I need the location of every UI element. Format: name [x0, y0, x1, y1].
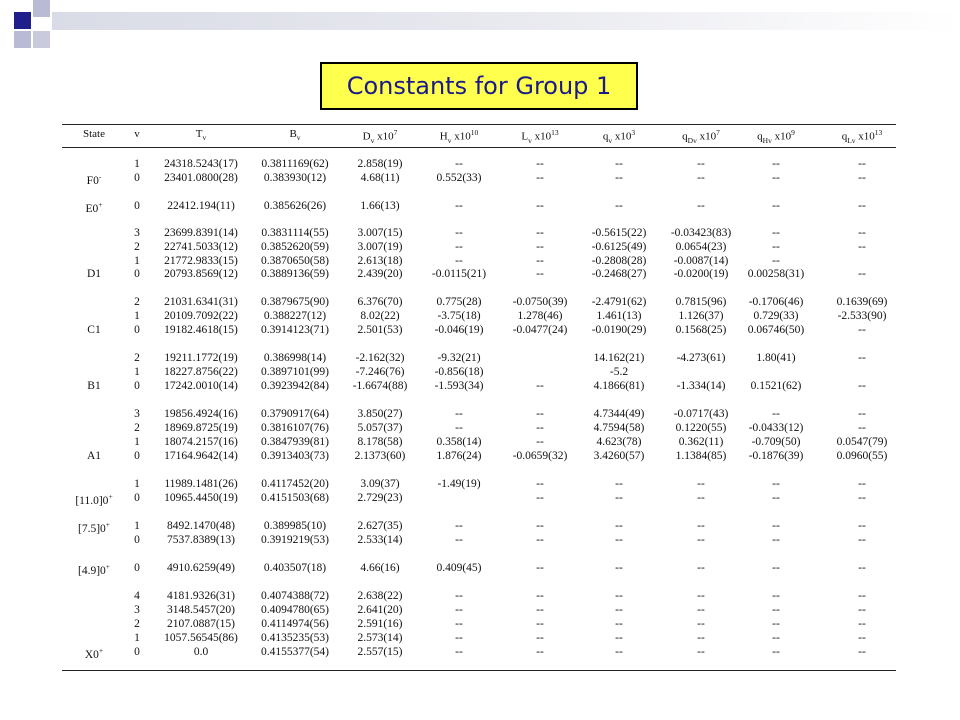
table-cell: --: [615, 158, 623, 170]
table-cell: --: [455, 227, 463, 239]
table-cell: -0.046(19): [434, 324, 484, 336]
table-cell: --: [697, 200, 705, 212]
table-cell: --: [858, 422, 866, 434]
table-rule: [62, 124, 896, 125]
table-cell: 2.729(23): [357, 492, 403, 504]
table-cell: -7.246(76): [355, 366, 405, 378]
cell-v: 1: [134, 158, 140, 170]
table-cell: 19182.4618(15): [164, 324, 238, 336]
table-cell: --: [858, 590, 866, 602]
table-cell: --: [697, 590, 705, 602]
table-cell: --: [858, 604, 866, 616]
table-cell: --: [536, 590, 544, 602]
cell-v: 1: [134, 255, 140, 267]
table-cell: --: [772, 520, 780, 532]
table-cell: 1.278(46): [517, 310, 563, 322]
table-cell: 21031.6341(31): [164, 296, 238, 308]
cell-v: 2: [134, 422, 140, 434]
table-cell: --: [772, 632, 780, 644]
column-header: $H_v$ $x10^{10}$: [439, 128, 479, 145]
table-cell: 0.3897101(99): [260, 366, 330, 378]
table-cell: 2.573(14): [357, 632, 403, 644]
table-cell: --: [858, 268, 866, 280]
state-label: X0+: [84, 646, 104, 661]
table-cell: 0.0547(79): [836, 436, 888, 448]
cell-v: 3: [134, 408, 140, 420]
table-cell: --: [455, 422, 463, 434]
table-cell: 0.3790917(64): [260, 408, 330, 420]
table-cell: 4181.9326(31): [166, 590, 236, 602]
table-cell: --: [615, 520, 623, 532]
table-cell: 17164.9642(14): [164, 450, 238, 462]
table-cell: 0.3879675(90): [260, 296, 330, 308]
table-cell: -0.0717(43): [673, 408, 729, 420]
table-cell: --: [697, 172, 705, 184]
table-cell: -0.0115(21): [431, 268, 487, 280]
cell-v: 0: [134, 646, 140, 658]
table-cell: 20793.8569(12): [164, 268, 238, 280]
table-cell: -0.0433(12): [748, 422, 804, 434]
table-cell: 0.0: [193, 646, 209, 658]
table-cell: -0.0659(32): [512, 450, 568, 462]
table-cell: --: [858, 158, 866, 170]
table-cell: 0.362(11): [678, 436, 724, 448]
column-header: $L_v$ $x10^{13}$: [521, 128, 559, 145]
cell-v: 1: [134, 436, 140, 448]
table-cell: 0.552(33): [436, 172, 482, 184]
table-cell: 0.4094780(65): [260, 604, 330, 616]
table-cell: --: [455, 632, 463, 644]
table-cell: --: [858, 380, 866, 392]
table-cell: -0.0087(14): [673, 255, 729, 267]
table-cell: 11989.1481(26): [164, 478, 238, 490]
table-cell: 0.3847939(81): [260, 436, 330, 448]
table-cell: --: [858, 632, 866, 644]
table-cell: 2.627(35): [357, 520, 403, 532]
table-cell: --: [858, 172, 866, 184]
table-cell: --: [455, 618, 463, 630]
table-cell: --: [615, 590, 623, 602]
table-cell: 6.376(70): [357, 296, 403, 308]
cell-v: 2: [134, 352, 140, 364]
table-cell: --: [858, 352, 866, 364]
table-cell: --: [858, 492, 866, 504]
table-cell: 0.3870650(58): [260, 255, 330, 267]
table-cell: --: [615, 618, 623, 630]
table-cell: --: [697, 534, 705, 546]
table-cell: 4.7344(49): [593, 408, 645, 420]
header-gradient-bar: [52, 12, 960, 30]
table-cell: 0.4155377(54): [260, 646, 330, 658]
table-cell: 2.638(22): [357, 590, 403, 602]
state-label: E0+: [85, 200, 103, 215]
table-cell: --: [772, 172, 780, 184]
table-cell: -0.5615(22): [591, 227, 647, 239]
table-cell: 0.0960(55): [836, 450, 888, 462]
table-cell: 0.383930(12): [263, 172, 327, 184]
table-cell: 1.461(13): [596, 310, 642, 322]
table-cell: 2.591(16): [357, 618, 403, 630]
table-cell: --: [697, 478, 705, 490]
table-cell: --: [615, 562, 623, 574]
table-cell: --: [858, 618, 866, 630]
table-cell: 2.613(18): [357, 255, 403, 267]
table-cell: 0.3923942(84): [260, 380, 330, 392]
state-label: [7.5]0+: [77, 520, 111, 535]
table-cell: --: [858, 646, 866, 658]
table-cell: 8.178(58): [357, 436, 403, 448]
slide-title-text: Constants for Group 1: [346, 72, 612, 100]
table-cell: -1.593(34): [434, 380, 484, 392]
table-cell: --: [536, 255, 544, 267]
column-header: $D_v$ $x10^7$: [362, 128, 398, 145]
table-cell: --: [697, 604, 705, 616]
table-cell: -0.2808(28): [591, 255, 647, 267]
table-cell: 17242.0010(14): [164, 380, 238, 392]
table-rule: [62, 147, 896, 148]
cell-v: 0: [134, 172, 140, 184]
table-cell: --: [536, 618, 544, 630]
table-cell: 0.3889136(59): [260, 268, 330, 280]
table-cell: -0.0200(19): [673, 268, 729, 280]
table-cell: 22741.5033(12): [164, 241, 238, 253]
table-cell: 0.3811169(62): [261, 158, 329, 170]
table-cell: 0.4074388(72): [260, 590, 330, 602]
state-label: [11.0]0+: [75, 492, 113, 507]
table-cell: 0.00258(31): [747, 268, 805, 280]
table-cell: --: [858, 241, 866, 253]
table-cell: --: [772, 534, 780, 546]
state-label: B1: [87, 380, 101, 392]
table-cell: 0.409(45): [436, 562, 482, 574]
table-cell: --: [455, 255, 463, 267]
cell-v: 1: [134, 310, 140, 322]
table-cell: -1.49(19): [437, 478, 481, 490]
table-cell: 4.7594(58): [593, 422, 645, 434]
table-cell: -9.32(21): [437, 352, 481, 364]
table-cell: --: [858, 200, 866, 212]
cell-v: 1: [134, 478, 140, 490]
table-cell: -5.2: [609, 366, 629, 378]
table-cell: 0.1521(62): [750, 380, 802, 392]
state-label: C1: [87, 324, 101, 336]
table-cell: -2.4791(62): [591, 296, 647, 308]
column-header: $q_v$ $x10^3$: [602, 128, 636, 145]
table-cell: --: [536, 200, 544, 212]
table-cell: --: [697, 562, 705, 574]
table-cell: --: [772, 227, 780, 239]
table-cell: 0.06746(50): [747, 324, 805, 336]
column-header: $B_v$: [289, 128, 301, 143]
cell-v: 2: [134, 618, 140, 630]
table-cell: 10965.4450(19): [164, 492, 238, 504]
table-cell: --: [772, 562, 780, 574]
table-cell: 3.850(27): [357, 408, 403, 420]
table-cell: 20109.7092(22): [164, 310, 238, 322]
table-rule: [62, 670, 896, 671]
cell-v: 1: [134, 632, 140, 644]
table-cell: 8492.1470(48): [166, 520, 236, 532]
deco-square-light: [33, 31, 50, 48]
table-cell: 3.007(15): [357, 227, 403, 239]
table-cell: --: [536, 632, 544, 644]
table-cell: --: [536, 227, 544, 239]
table-cell: -3.75(18): [437, 310, 481, 322]
table-cell: 5.057(37): [357, 422, 403, 434]
table-cell: 1.80(41): [756, 352, 796, 364]
table-cell: 4910.6259(49): [166, 562, 236, 574]
table-cell: 18969.8725(19): [164, 422, 238, 434]
table-cell: --: [858, 534, 866, 546]
table-cell: --: [455, 158, 463, 170]
table-cell: --: [772, 618, 780, 630]
cell-v: 0: [134, 450, 140, 462]
table-cell: --: [858, 408, 866, 420]
table-cell: -0.1706(46): [748, 296, 804, 308]
table-cell: --: [536, 422, 544, 434]
table-cell: -0.856(18): [434, 366, 484, 378]
table-cell: --: [772, 241, 780, 253]
table-cell: 19211.1772(19): [164, 352, 238, 364]
table-cell: 0.3852620(59): [260, 241, 330, 253]
table-cell: 2.501(53): [357, 324, 403, 336]
table-cell: --: [697, 492, 705, 504]
table-cell: 2.1373(60): [354, 450, 406, 462]
table-cell: -0.03423(83): [670, 227, 732, 239]
column-header: $q_{Dv}$ $x10^7$: [682, 128, 720, 145]
table-cell: --: [615, 172, 623, 184]
table-cell: -2.533(90): [837, 310, 887, 322]
table-cell: 1.126(37): [678, 310, 724, 322]
table-cell: --: [697, 646, 705, 658]
table-cell: -0.2468(27): [591, 268, 647, 280]
table-cell: --: [615, 534, 623, 546]
table-cell: --: [536, 436, 544, 448]
cell-v: 0: [134, 562, 140, 574]
table-cell: 0.1220(55): [675, 422, 727, 434]
table-cell: --: [455, 646, 463, 658]
table-cell: 0.4114974(56): [261, 618, 329, 630]
table-cell: --: [858, 520, 866, 532]
table-cell: --: [697, 158, 705, 170]
table-cell: 23699.8391(14): [164, 227, 238, 239]
table-cell: --: [858, 562, 866, 574]
table-cell: 0.4117452(20): [261, 478, 329, 490]
table-cell: 4.68(11): [360, 172, 400, 184]
table-cell: -0.0190(29): [591, 324, 647, 336]
table-cell: --: [858, 227, 866, 239]
table-cell: 0.729(33): [753, 310, 799, 322]
table-cell: --: [455, 604, 463, 616]
table-cell: --: [536, 646, 544, 658]
table-cell: 2.858(19): [357, 158, 403, 170]
table-cell: -0.0750(39): [512, 296, 568, 308]
cell-v: 0: [134, 200, 140, 212]
cell-v: 0: [134, 380, 140, 392]
table-cell: 2.439(20): [357, 268, 403, 280]
slide-title: [320, 62, 638, 110]
deco-square-light: [14, 31, 31, 48]
table-cell: --: [615, 604, 623, 616]
table-cell: --: [536, 492, 544, 504]
column-header: $q_{Hv}$ $x10^9$: [757, 128, 795, 145]
table-cell: --: [536, 241, 544, 253]
table-cell: 18227.8756(22): [164, 366, 238, 378]
state-label: D1: [86, 268, 102, 280]
table-cell: 1.1384(85): [675, 450, 727, 462]
table-cell: --: [772, 408, 780, 420]
table-cell: --: [615, 646, 623, 658]
table-cell: 0.358(14): [436, 436, 482, 448]
table-cell: 3.007(19): [357, 241, 403, 253]
table-cell: --: [536, 158, 544, 170]
table-cell: --: [536, 604, 544, 616]
cell-v: 0: [134, 268, 140, 280]
table-cell: 0.3816107(76): [260, 422, 330, 434]
table-cell: --: [772, 492, 780, 504]
table-cell: --: [455, 200, 463, 212]
table-cell: 22412.194(11): [167, 200, 235, 212]
table-cell: --: [772, 200, 780, 212]
table-cell: --: [536, 562, 544, 574]
table-cell: 0.403507(18): [263, 562, 327, 574]
table-cell: 0.4135235(53): [260, 632, 330, 644]
table-cell: --: [772, 255, 780, 267]
table-cell: 2.533(14): [357, 534, 403, 546]
cell-v: 1: [134, 520, 140, 532]
table-cell: 23401.0800(28): [164, 172, 238, 184]
table-cell: 21772.9833(15): [164, 255, 238, 267]
table-cell: 0.389985(10): [263, 520, 327, 532]
table-cell: --: [615, 632, 623, 644]
table-cell: 0.3831114(55): [261, 227, 329, 239]
table-cell: 0.1568(25): [675, 324, 727, 336]
table-cell: 1.66(13): [360, 200, 400, 212]
table-cell: 3.09(37): [360, 478, 400, 490]
table-cell: -0.709(50): [751, 436, 801, 448]
table-cell: 1.876(24): [436, 450, 482, 462]
table-cell: --: [858, 324, 866, 336]
table-cell: --: [772, 646, 780, 658]
table-cell: 1057.56545(86): [164, 632, 238, 644]
table-cell: --: [455, 241, 463, 253]
table-cell: --: [697, 632, 705, 644]
column-header: $q_{Lv}$ $x10^{13}$: [841, 128, 883, 145]
cell-v: 4: [134, 590, 140, 602]
table-cell: --: [455, 520, 463, 532]
table-cell: 0.775(28): [436, 296, 482, 308]
table-cell: --: [455, 590, 463, 602]
deco-square-light: [33, 0, 50, 17]
table-cell: --: [615, 478, 623, 490]
table-cell: --: [536, 534, 544, 546]
cell-v: 0: [134, 324, 140, 336]
table-cell: -4.273(61): [676, 352, 726, 364]
cell-v: 2: [134, 296, 140, 308]
table-cell: -0.1876(39): [748, 450, 804, 462]
table-cell: 0.1639(69): [836, 296, 888, 308]
table-cell: 4.66(16): [360, 562, 400, 574]
table-cell: 0.3914123(71): [260, 324, 330, 336]
cell-v: 3: [134, 227, 140, 239]
table-cell: --: [536, 268, 544, 280]
table-cell: -1.6674(88): [352, 380, 408, 392]
column-header: v: [134, 128, 140, 140]
table-cell: --: [536, 520, 544, 532]
table-cell: --: [455, 408, 463, 420]
table-cell: --: [858, 478, 866, 490]
table-cell: --: [536, 478, 544, 490]
table-cell: 24318.5243(17): [164, 158, 238, 170]
table-cell: 14.162(21): [593, 352, 645, 364]
column-header: State: [83, 128, 105, 140]
cell-v: 1: [134, 366, 140, 378]
state-label: [4.9]0+: [77, 562, 111, 577]
table-cell: --: [536, 172, 544, 184]
table-cell: --: [536, 380, 544, 392]
table-cell: 0.388227(12): [263, 310, 327, 322]
table-cell: 2107.0887(15): [166, 618, 236, 630]
table-cell: -0.0477(24): [512, 324, 568, 336]
table-cell: 4.623(78): [596, 436, 642, 448]
cell-v: 2: [134, 241, 140, 253]
table-cell: 7537.8389(13): [166, 534, 236, 546]
table-cell: -1.334(14): [676, 380, 726, 392]
table-cell: -0.6125(49): [591, 241, 647, 253]
table-cell: 18074.2157(16): [164, 436, 238, 448]
table-cell: --: [455, 534, 463, 546]
table-cell: 0.7815(96): [675, 296, 727, 308]
table-cell: 0.3919219(53): [260, 534, 330, 546]
table-cell: 4.1866(81): [593, 380, 645, 392]
cell-v: 0: [134, 534, 140, 546]
table-cell: --: [615, 492, 623, 504]
table-cell: -2.162(32): [355, 352, 405, 364]
table-cell: --: [615, 200, 623, 212]
table-cell: 0.386998(14): [263, 352, 327, 364]
column-header: $T_v$: [195, 128, 207, 143]
deco-square-dark: [14, 12, 31, 29]
table-cell: 2.557(15): [357, 646, 403, 658]
table-cell: --: [536, 408, 544, 420]
table-cell: --: [697, 618, 705, 630]
table-cell: 3148.5457(20): [166, 604, 236, 616]
table-cell: --: [772, 604, 780, 616]
table-cell: --: [772, 158, 780, 170]
table-cell: 8.02(22): [360, 310, 400, 322]
state-label: F0-: [86, 172, 102, 187]
table-cell: --: [697, 520, 705, 532]
table-cell: --: [772, 590, 780, 602]
table-cell: 0.3913403(73): [260, 450, 330, 462]
table-cell: 19856.4924(16): [164, 408, 238, 420]
table-cell: 3.4260(57): [593, 450, 645, 462]
table-cell: 2.641(20): [357, 604, 403, 616]
table-cell: 0.4151503(68): [260, 492, 330, 504]
table-cell: --: [772, 478, 780, 490]
cell-v: 3: [134, 604, 140, 616]
state-label: A1: [86, 450, 102, 462]
cell-v: 0: [134, 492, 140, 504]
table-cell: 0.385626(26): [263, 200, 327, 212]
table-cell: 0.0654(23): [675, 241, 727, 253]
